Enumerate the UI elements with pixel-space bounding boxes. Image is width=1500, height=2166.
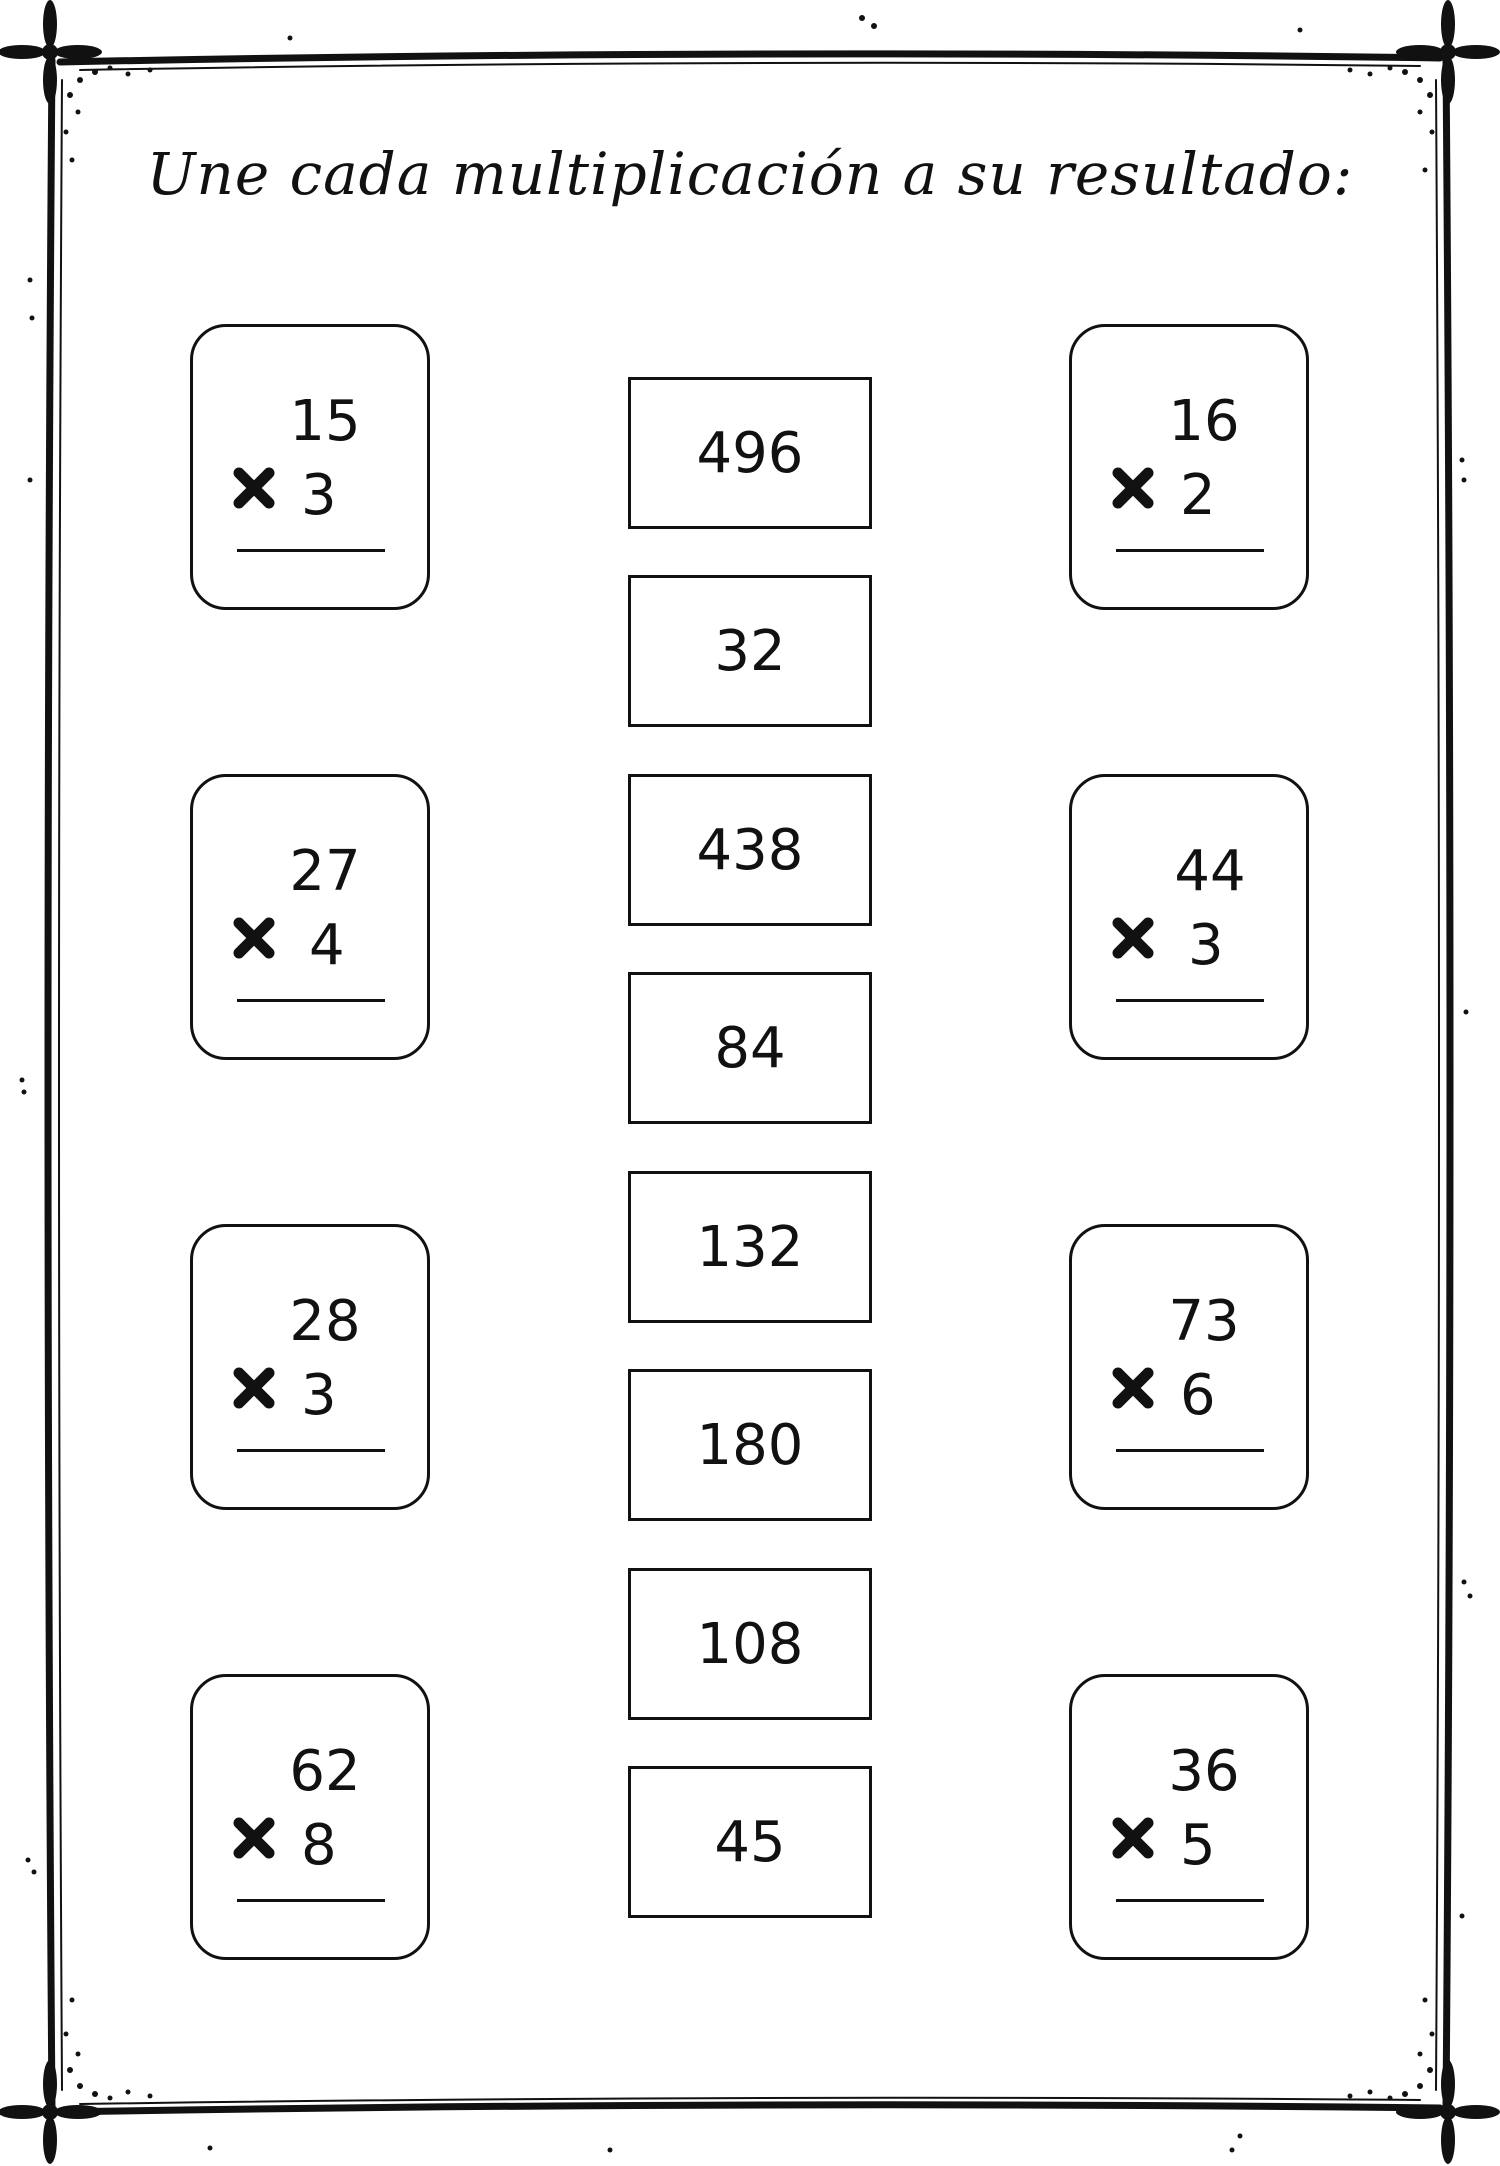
multiplicand: 27 <box>289 839 361 904</box>
multiplication-cross-icon <box>233 917 275 959</box>
multiplier: 3 <box>301 1363 337 1428</box>
operation-card-left-2[interactable] <box>190 774 430 1060</box>
multiplication-cross-icon <box>1112 467 1154 509</box>
multiplier: 3 <box>301 463 337 528</box>
corner-ornament-top-left <box>0 0 102 104</box>
result-box-5[interactable]: 132 <box>628 1171 872 1323</box>
result-box-4[interactable]: 84 <box>628 972 872 1124</box>
multiplier: 8 <box>301 1813 337 1878</box>
multiplicand: 28 <box>289 1289 361 1354</box>
multiplicand: 16 <box>1168 389 1240 454</box>
worksheet-instruction: Une cada multiplicación a su resultado: <box>146 140 1354 208</box>
multiplicand: 36 <box>1168 1739 1240 1804</box>
multiplier: 4 <box>309 913 345 978</box>
operation-card-left-1[interactable] <box>190 324 430 610</box>
multiplier: 5 <box>1180 1813 1216 1878</box>
result-box-3[interactable]: 438 <box>628 774 872 926</box>
result-box-2[interactable]: 32 <box>628 575 872 727</box>
multiplication-cross-icon <box>233 467 275 509</box>
multiplier: 2 <box>1180 463 1216 528</box>
multiplication-cross-icon <box>233 1367 275 1409</box>
result-line <box>1116 1449 1264 1452</box>
result-line <box>237 999 385 1002</box>
operation-card-left-3[interactable] <box>190 1224 430 1510</box>
multiplication-cross-icon <box>1112 1367 1154 1409</box>
result-box-1[interactable]: 496 <box>628 377 872 529</box>
corner-ornament-bottom-left <box>0 2060 102 2164</box>
multiplier: 3 <box>1188 913 1224 978</box>
result-line <box>1116 1899 1264 1902</box>
operation-card-left-4[interactable] <box>190 1674 430 1960</box>
corner-ornament-bottom-right <box>1396 2060 1500 2164</box>
operation-card-right-3[interactable] <box>1069 1224 1309 1510</box>
operation-card-right-2[interactable] <box>1069 774 1309 1060</box>
multiplicand: 62 <box>289 1739 361 1804</box>
result-line <box>237 549 385 552</box>
multiplication-cross-icon <box>1112 917 1154 959</box>
result-line <box>237 1449 385 1452</box>
corner-ornament-top-right <box>1396 0 1500 104</box>
multiplication-cross-icon <box>1112 1817 1154 1859</box>
result-box-7[interactable]: 108 <box>628 1568 872 1720</box>
multiplier: 6 <box>1180 1363 1216 1428</box>
operation-card-right-1[interactable] <box>1069 324 1309 610</box>
multiplicand: 44 <box>1174 839 1246 904</box>
multiplicand: 15 <box>289 389 361 454</box>
multiplicand: 73 <box>1168 1289 1240 1354</box>
result-line <box>1116 549 1264 552</box>
multiplication-cross-icon <box>233 1817 275 1859</box>
result-box-8[interactable]: 45 <box>628 1766 872 1918</box>
result-line <box>1116 999 1264 1002</box>
result-line <box>237 1899 385 1902</box>
operation-card-right-4[interactable] <box>1069 1674 1309 1960</box>
result-box-6[interactable]: 180 <box>628 1369 872 1521</box>
